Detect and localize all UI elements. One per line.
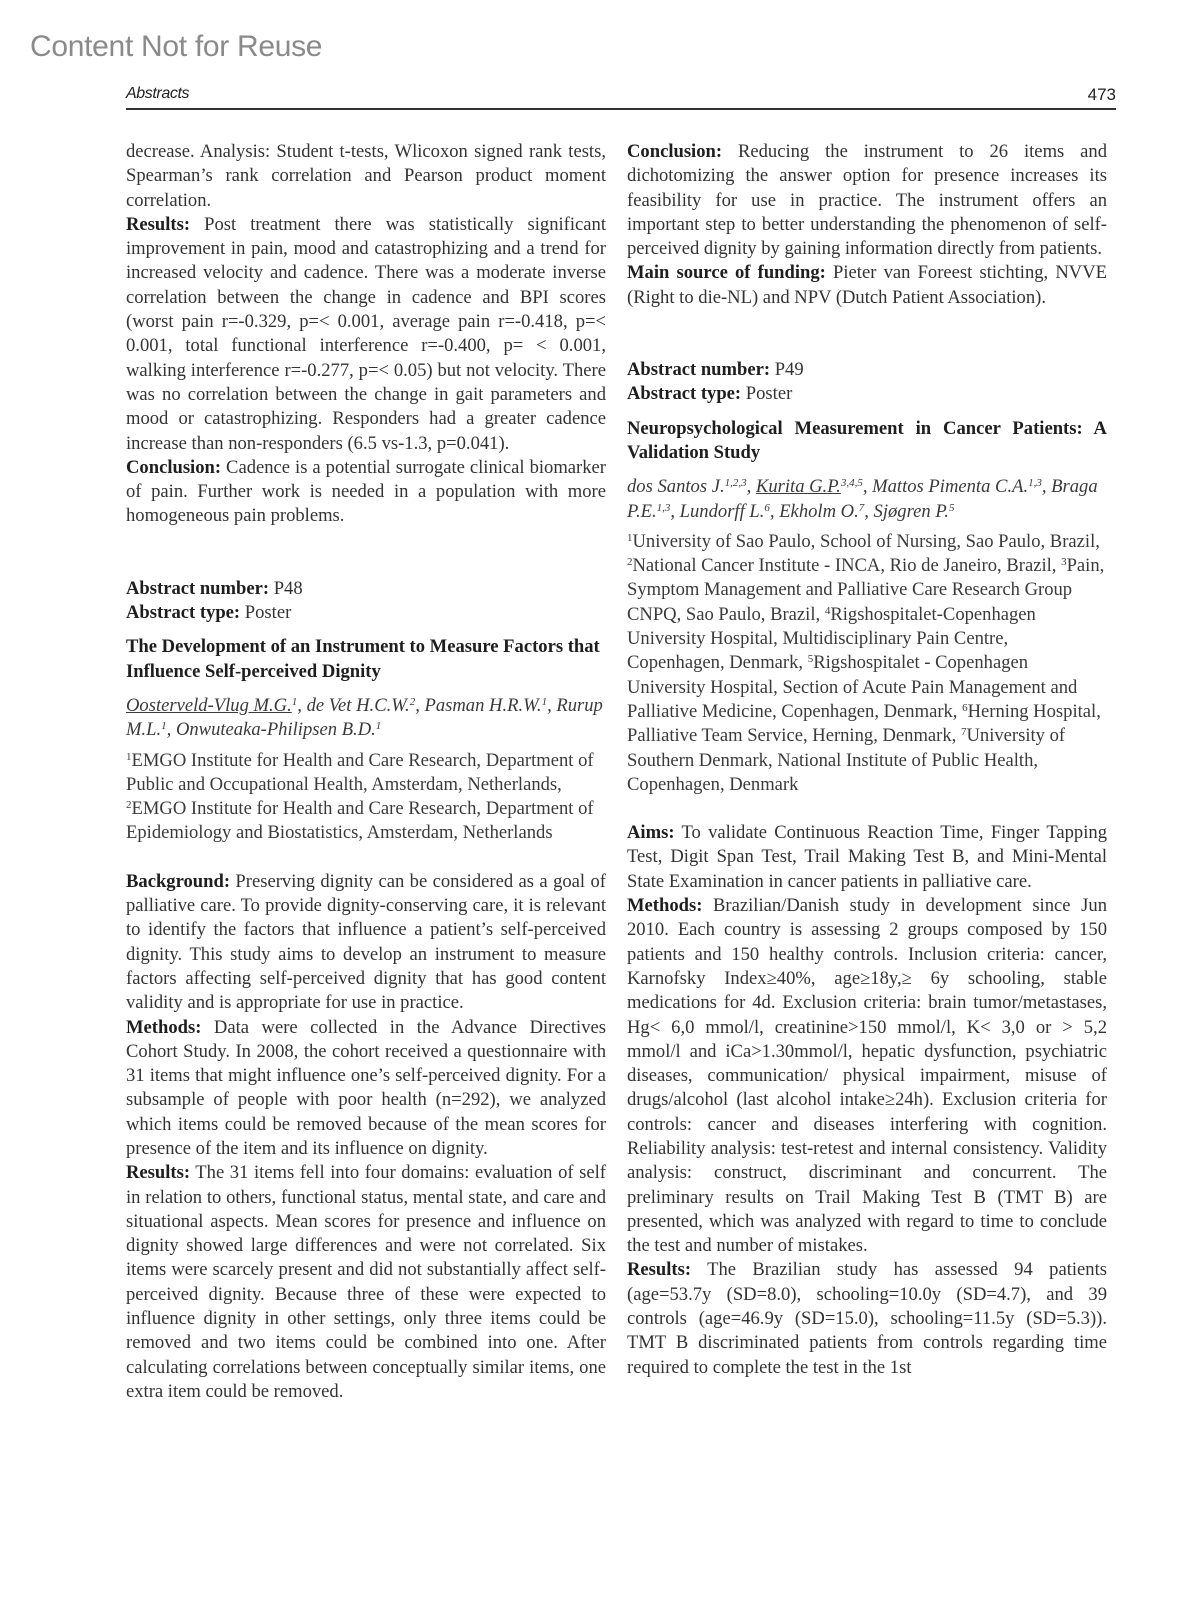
affiliation-list	[126, 749, 606, 846]
affiliation-marker: 2	[126, 799, 132, 812]
affiliation-marker: 7	[960, 726, 967, 739]
abstract-number	[627, 358, 1107, 382]
author: Mattos Pimenta C.A.	[872, 476, 1029, 498]
conclusion-paragraph	[126, 456, 606, 529]
results-paragraph	[126, 1161, 606, 1404]
affiliation-marker: 5	[948, 501, 955, 514]
affiliation-marker: 2	[409, 695, 416, 708]
affiliation: EMGO Institute for Health and Care Research, Department of Public and Occupational Health, Amsterdam, Netherlands,	[126, 749, 594, 795]
affiliation-marker: 1	[161, 720, 167, 733]
results-paragraph	[627, 1258, 1107, 1379]
author: Ekholm O.	[779, 500, 859, 522]
affiliation-marker: 1	[291, 695, 298, 708]
methods-label: Methods:	[627, 895, 703, 917]
author: de Vet H.C.W.	[306, 694, 410, 716]
results-label: Results:	[126, 1162, 191, 1184]
affiliation-list	[627, 530, 1107, 797]
abstract-type-label: Abstract type:	[126, 602, 241, 624]
abstract-number-value: P49	[770, 359, 804, 381]
methods-text: Brazilian/Danish study in development since Jun 2010. Each country is assessing 2 groups composed by 150 patients and 150 healthy controls. Inclusion criteria: cancer, Karnofsky Index≥40%, age≥18y,≥ 6y schooling, stable medications for 4d. Exclusion criteria: brain tumor/metastases, Hg< 6,0 mmol/l, creatinine>150 mmol/l, K< 3,0 or > 5,2 mmol/l and iCa>1.30mmol/l, hepatic dysfunction, psychiatric diseases, communication/ physical impairment, misuse of drugs/alcohol (last alcohol intake≥24h). Exclusion criteria for controls: cancer and diseases interfering with cognition. Reliability analysis: test-retest and internal consistency. Validity analysis: construct, discriminant and concurrent. The preliminary results on Trail Making Test B (TMT B) are presented, which was analyzed with regard to time to conclude the test and number of mistakes.	[627, 895, 1107, 1257]
aims-label: Aims:	[627, 822, 675, 844]
author: dos Santos J.	[627, 476, 725, 498]
affiliation: National Cancer Institute - INCA, Rio de Janeiro, Brazil,	[632, 555, 1062, 577]
conclusion-paragraph	[627, 140, 1107, 261]
background-label: Background:	[126, 870, 231, 892]
aims-text: To validate Continuous Reaction Time, Finger Tapping Test, Digit Span Test, Trail Making Test B, and Mini-Mental State Examination in cancer patients in palliative care.	[627, 822, 1107, 892]
affiliation-marker: 1,3	[1028, 477, 1042, 490]
right-column	[627, 140, 1107, 1380]
author: Rurup M.L.	[126, 694, 603, 741]
author: Onwuteaka-Philipsen B.D.	[175, 719, 376, 741]
background-text: Preserving dignity can be considered as a goal of palliative care. To provide dignity-conserving care, it is relevant to identify the factors that influence a patient’s self-perceived dignity. This study aims to develop an instrument to measure factors affecting self-perceived dignity that has good content validity and is appropriate for use in practice.	[126, 870, 606, 1014]
affiliation-marker: 1	[126, 750, 132, 763]
abstract-type	[627, 382, 1107, 406]
aims-paragraph	[627, 821, 1107, 894]
affiliation-marker: 6	[764, 501, 770, 514]
affiliation-marker: 1	[627, 531, 633, 544]
affiliation-marker: 1,2,3	[724, 477, 747, 490]
abstract-number	[126, 577, 606, 601]
running-head	[126, 82, 1116, 110]
affiliation: EMGO Institute for Health and Care Research, Department of Epidemiology and Biostatistics, Amsterdam, Netherlands	[126, 798, 594, 844]
affiliation-marker: 1,3	[656, 501, 671, 514]
affiliation: Rigshospitalet - Copenhagen University Hospital, Section of Acute Pain Management and Palliative Medicine, Copenhagen, Denmark,	[627, 652, 1078, 722]
abstract-number-label: Abstract number:	[126, 577, 270, 599]
affiliation-marker: 7	[858, 501, 865, 514]
author-list: Oosterveld-Vlug M.G.$^1$, de Vet H.C.W.$^2$, Pasman H.R.W.$^1$, Rurup M.L.$^1$, Onwuteaka-Philipsen B.D.$^1$	[126, 694, 603, 741]
presenting-author: Kurita G.P.	[755, 476, 841, 498]
methods-tail-paragraph: decrease. Analysis: Student t-tests, Wlicoxon signed rank tests, Spearman’s rank correlation and Pearson product moment correlation.	[126, 141, 606, 211]
conclusion-text: Cadence is a potential surrogate clinical biomarker of pain. Further work is needed in a population with more homogeneous pain problems.	[126, 456, 606, 527]
methods-label: Methods:	[126, 1016, 202, 1038]
methods-text: Data were collected in the Advance Directives Cohort Study. In 2008, the cohort received a questionnaire with 31 items that might influence one’s self-perceived dignity. For a subsample of people with poor health (n=292), we analyzed which items could be removed because of the mean scores for presence of the item and its influence on dignity.	[126, 1016, 606, 1159]
presenting-author: Oosterveld-Vlug M.G.	[126, 694, 292, 716]
author: Sjøgren P.	[873, 500, 949, 522]
affiliation-marker: 3	[1061, 556, 1067, 569]
affiliation: University of Southern Denmark, National Institute of Public Health, Copenhagen, Denmark	[627, 725, 1066, 795]
affiliation: Pain, Symptom Management and Palliative Care Research Group CNPQ, Sao Paulo, Brazil,	[627, 555, 1105, 625]
affiliation-marker: 2	[627, 556, 633, 569]
left-column	[126, 140, 606, 1404]
author: Pasman H.R.W.	[424, 694, 542, 716]
methods-paragraph	[627, 894, 1107, 1258]
section-title: Abstracts	[126, 85, 190, 102]
funding-label: Main source of funding:	[627, 262, 826, 284]
watermark: Content Not for Reuse	[30, 30, 323, 63]
affiliation-marker: 1	[541, 695, 548, 708]
abstract-type-label: Abstract type:	[627, 383, 742, 405]
author: Braga P.E.	[627, 476, 1098, 522]
results-text: The Brazilian study has assessed 94 patients (age=53.7y (SD=8.0), schooling=10.0y (SD=4.7), and 39 controls (age=46.9y (SD=15.0), schooling=11.5y (SD=5.3)). TMT B discriminated patients from controls regarding time required to complete the test in the 1st	[627, 1259, 1107, 1378]
results-label: Results:	[126, 213, 191, 235]
background-paragraph	[126, 870, 606, 1016]
affiliation-marker: 6	[962, 701, 968, 714]
affiliation-marker: 3,4,5	[840, 477, 863, 490]
abstract-p48	[126, 577, 606, 1405]
page-number: 473	[1087, 85, 1116, 104]
funding-paragraph	[627, 261, 1107, 310]
abstract-type-value: Poster	[741, 383, 793, 405]
affiliation: Rigshospitalet-Copenhagen University Hospital, Multidisciplinary Pain Centre, Copenhagen, Denmark,	[627, 603, 1036, 674]
results-text: Post treatment there was statistically significant improvement in pain, mood and catastrophizing and a trend for increased velocity and cadence. There was a moderate inverse correlation between the change in cadence and BPI scores (worst pain r=-0.329, p=< 0.001, average pain r=-0.418, p=< 0.001, total functional interference r=-0.400, p= < 0.001, walking interference r=-0.277, p=< 0.05) but not velocity. There was no correlation between the change in gait parameters and mood or catastrophizing. Responders had a greater cadence increase than non-responders (6.5 vs-1.3, p=0.041).	[126, 213, 606, 454]
results-text: The 31 items fell into four domains: evaluation of self in relation to others, functional status, mental state, and care and situational aspects. Mean scores for presence and influence on dignity showed large differences and were not correlated. Six items were scarcely present and did not substantially affect self-perceived dignity. Because three of these were expected to influence dignity in other settings, only three items could be removed and two items could be combined into one. After calculating correlations between conceptually similar items, one extra item could be removed.	[126, 1162, 606, 1402]
affiliation-marker: 5	[807, 653, 814, 666]
abstract-type-value: Poster	[240, 602, 292, 624]
results-paragraph	[126, 213, 606, 456]
abstract-title: The Development of an Instrument to Measure Factors that Influence Self-perceived Dignity	[126, 636, 600, 682]
methods-paragraph	[126, 1016, 606, 1162]
abstract-number-label: Abstract number:	[627, 359, 771, 381]
abstract-title: Neuropsychological Measurement in Cancer Patients: A Validation Study	[627, 417, 1107, 463]
conclusion-text: Reducing the instrument to 26 items and dichotomizing the answer option for presence increases its feasibility for use in practice. The instrument offers an important step to better understanding the phenomenon of self-perceived dignity by gaining information directly from patients.	[627, 141, 1107, 260]
author-list: dos Santos J.$^{1,2,3}$, Kurita G.P.$^{3,4,5}$, Mattos Pimenta C.A.$^{1,3}$, Braga P.E.$^{1,3}$, Lundorff L.$^6$, Ekholm O.$^7$, Sjøgren P.$^5$	[627, 476, 1098, 522]
funding-text: Pieter van Foreest stichting, NVVE (Right to die-NL) and NPV (Dutch Patient Association).	[627, 262, 1107, 308]
results-label: Results:	[627, 1259, 692, 1281]
affiliation-marker: 1	[375, 720, 382, 733]
abstract-number-value: P48	[269, 577, 303, 599]
affiliation-marker: 4	[824, 604, 831, 617]
author: Lundorff L.	[679, 500, 765, 522]
conclusion-label: Conclusion:	[126, 456, 222, 478]
abstract-type	[126, 601, 606, 625]
affiliation: Herning Hospital, Palliative Team Service, Herning, Denmark,	[627, 700, 1101, 747]
abstract-p49	[627, 358, 1107, 1380]
affiliation: University of Sao Paulo, School of Nursing, Sao Paulo, Brazil,	[632, 530, 1100, 552]
conclusion-label: Conclusion:	[627, 141, 723, 162]
